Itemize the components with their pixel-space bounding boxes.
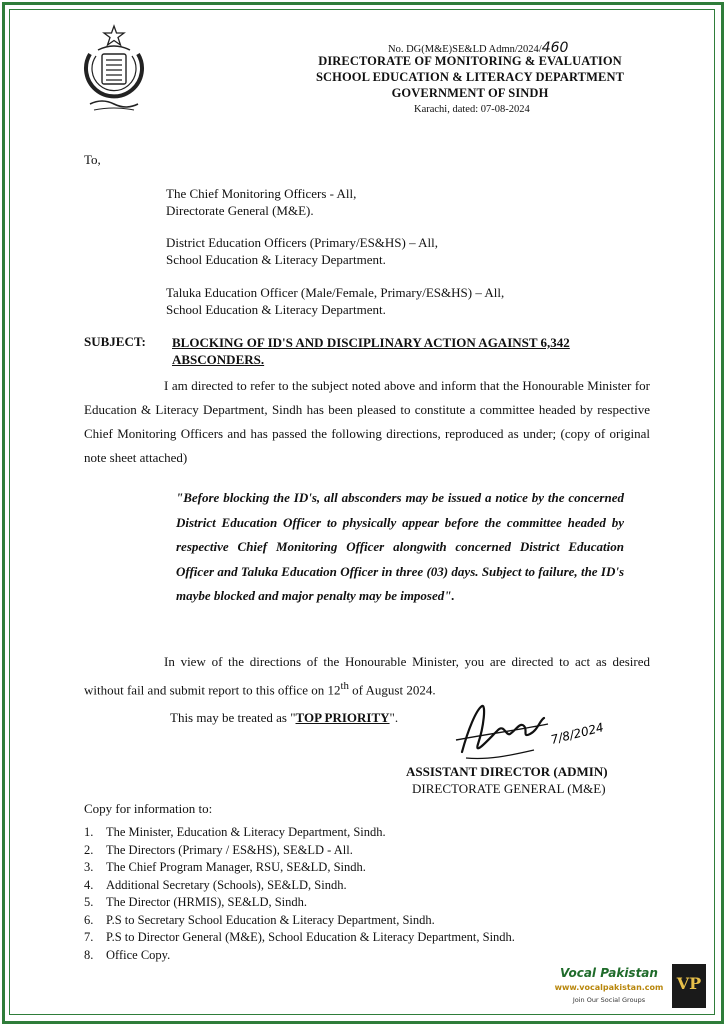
dated-line: Karachi, dated: 07-08-2024 xyxy=(414,104,530,115)
letterhead-line-1: DIRECTORATE OF MONITORING & EVALUATION xyxy=(318,54,622,68)
recipient-block-3: Taluka Education Officer (Male/Female, Primary/ES&HS) – All, School Education & Literacy Department. xyxy=(166,285,505,317)
copy-list-item: 2. The Directors (Primary / ES&HS), SE&LD - All. xyxy=(84,842,353,857)
vocal-pakistan-watermark xyxy=(548,964,706,1010)
sindh-government-logo xyxy=(76,24,152,114)
copy-list-item: 8. Office Copy. xyxy=(84,947,171,962)
copy-list-item: 5. The Director (HRMIS), SE&LD, Sindh. xyxy=(84,895,308,909)
quoted-direction: "Before blocking the ID's, all absconders may be issued a notice by the concerned District Education Officer to physically appear before the committee headed by respective Chief Monitoring Officer alongwith concerned District Education Officer and Taluka Education Officer in three (03) days. Subject to failure, the ID's maybe blocked and major penalty may be imposed". xyxy=(176,490,624,603)
body-paragraph-2: In view of the directions of the Honourable Minister, you are directed to act as desired without fail and submit report to this office on 12th of August 2024. xyxy=(84,654,650,698)
handwritten-ref: 460 xyxy=(541,40,569,56)
to-label: To, xyxy=(84,152,101,167)
body-paragraph-1: I am directed to refer to the subject noted above and inform that the Honourable Minister for Education & Literacy Department, Sindh has been pleased to constitute a committee headed by respective Chief Monitoring Officers and has passed the following directions, reproduced as under; (copy of original note sheet attached) xyxy=(84,378,650,465)
copy-to-list xyxy=(84,824,515,964)
signatory-office: DIRECTORATE GENERAL (M&E) xyxy=(412,781,606,796)
subject-text: BLOCKING OF ID'S AND DISCIPLINARY ACTION AGAINST 6,342 ABSCONDERS. xyxy=(172,335,570,367)
copy-list-item: 3. The Chief Program Manager, RSU, SE&LD, Sindh. xyxy=(84,860,366,874)
copy-list-item: 4. Additional Secretary (Schools), SE&LD, Sindh. xyxy=(84,877,347,892)
letterhead-line-3: GOVERNMENT OF SINDH xyxy=(391,86,549,100)
svg-text:7/8/2024: 7/8/2024 xyxy=(549,720,606,747)
recipient-block-2: District Education Officers (Primary/ES&HS) – All, School Education & Literacy Department. xyxy=(166,235,438,267)
copy-list-item: 6. P.S to Secretary School Education & Literacy Department, Sindh. xyxy=(84,912,435,927)
watermark-brand: Vocal Pakistan xyxy=(560,966,658,980)
recipient-block-1: The Chief Monitoring Officers - All, Directorate General (M&E). xyxy=(166,186,357,218)
signature xyxy=(448,700,618,766)
subject-label: SUBJECT: xyxy=(84,334,146,349)
watermark-social: Join Our Social Groups xyxy=(572,996,646,1004)
letterhead-line-2: SCHOOL EDUCATION & LITERACY DEPARTMENT xyxy=(315,70,625,84)
copy-to-heading: Copy for information to: xyxy=(84,801,213,816)
copy-list-item: 1. The Minister, Education & Literacy Department, Sindh. xyxy=(84,825,386,839)
priority-line: This may be treated as "TOP PRIORITY". xyxy=(170,710,399,725)
copy-list-item: 7. P.S to Director General (M&E), School Education & Literacy Department, Sindh. xyxy=(84,930,515,944)
reference-number: No. DG(M&E)SE&LD Admn/2024/460 xyxy=(388,40,569,56)
watermark-logo-icon: VP xyxy=(672,964,706,1008)
watermark-url: www.vocalpakistan.com xyxy=(554,983,664,992)
signatory-title: ASSISTANT DIRECTOR (ADMIN) xyxy=(406,764,608,779)
